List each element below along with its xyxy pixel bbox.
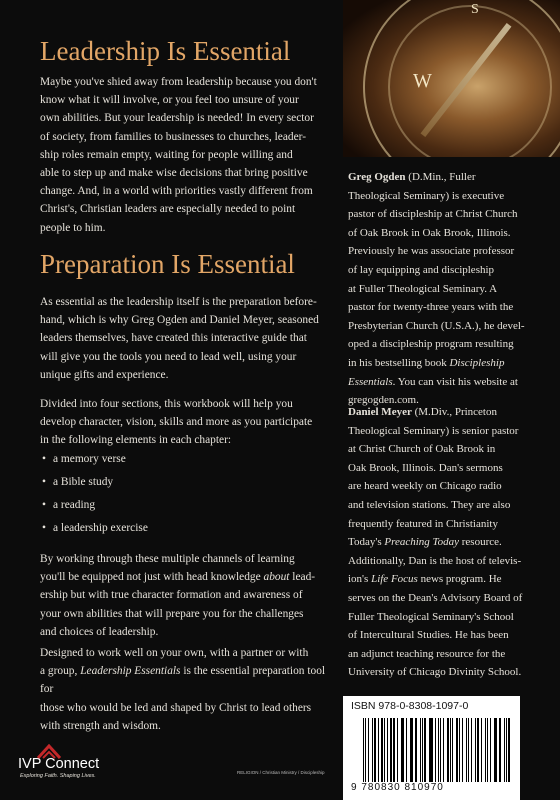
para-preparation-4: Designed to work well on your own, with a partner or with a group, Leadership Essentials is the essential preparation tool for those who would be led and shaped by Christ to lead others with strength and wisdom. xyxy=(40,647,326,732)
category-label: RELIGION / Christian Ministry / Discipleship xyxy=(237,770,325,775)
para-leadership: Maybe you've shied away from leadership because you don't know what it will involve, or you feel too unsure of your own abilities. But your leadership is needed! In every sector of society, from families to businesses to churches, leader- ship roles remain empty, waiting for people willing and able to step up and make wise decisions that bring positive change. And, in a world with priorities vastly different from Christ's, Christian leaders are especially needed to point people to him. xyxy=(40,76,317,234)
compass-photo xyxy=(343,0,560,157)
publisher-name: IVP Connect xyxy=(18,756,100,772)
list-item: • a leadership exercise xyxy=(40,519,340,542)
elements-list xyxy=(40,450,340,542)
para-preparation-1: As essential as the leadership itself is the preparation before- hand, which is why Greg Ogden and Daniel Meyer, seasoned leaders themselves, have created this interactive guide that will give you the tools you need to lead well, using your unique gifts and experience. xyxy=(40,296,319,381)
heading-leadership: Leadership Is Essential xyxy=(40,36,291,66)
list-item: • a memory verse xyxy=(40,450,340,473)
para-preparation-3: By working through these multiple channels of learning you'll be equipped not just with head knowledge about lead- ership but with true character formation and awareness of your own abilities that will prepare you for the challenges and choices of leadership. xyxy=(40,553,316,638)
compass-letter-s: S xyxy=(471,2,479,17)
publisher-logo xyxy=(18,742,138,779)
list-item: • a reading xyxy=(40,496,340,519)
isbn-barcode xyxy=(343,696,520,800)
author-name: Greg Ogden xyxy=(348,171,406,183)
heading-preparation: Preparation Is Essential xyxy=(40,249,295,279)
barcode-digits: 9 780830 810970 xyxy=(351,782,444,793)
list-item: • a Bible study xyxy=(40,473,340,496)
bio-daniel-meyer: Daniel Meyer (M.Div., Princeton Theological Seminary) is senior pastor at Christ Church of Oak Brook in Oak Brook, Illinois. Dan's sermons are heard weekly on Chicago radio and television stations. They are also frequently featured in Christianity Today's Preaching Today resource. Additionally, Dan is the host of televis- ion's Life Focus news program. He serves on the Dean's Advisory Board of Fuller Theological Seminary's School of Intercultural Studies. He has been an adjunct teaching resource for the University of Chicago Divinity School. xyxy=(348,406,523,679)
para-preparation-2: Divided into four sections, this workbook will help you develop character, vision, skills and more as you participate in the following elements in each chapter: xyxy=(40,398,313,447)
publisher-tagline: Exploring Faith. Shaping Lives. xyxy=(20,773,96,779)
author-name: Daniel Meyer xyxy=(348,406,412,418)
isbn-text: ISBN 978-0-8308-1097-0 xyxy=(351,700,469,712)
compass-letter-w: W xyxy=(413,70,432,92)
bio-greg-ogden: Greg Ogden (D.Min., Fuller Theological Seminary) is executive pastor of discipleship at Christ Church of Oak Brook in Oak Brook, Illinois. Previously he was associate professor of lay equipping and discipleship at Fuller Theological Seminary. A pastor for twenty-three years with the Presbyterian Church (U.S.A.), he devel- oped a discipleship program resulting in his bestselling book Discipleship Essentials. You can visit his website at gregogden.com. xyxy=(348,171,525,407)
barcode-bars xyxy=(363,718,513,782)
